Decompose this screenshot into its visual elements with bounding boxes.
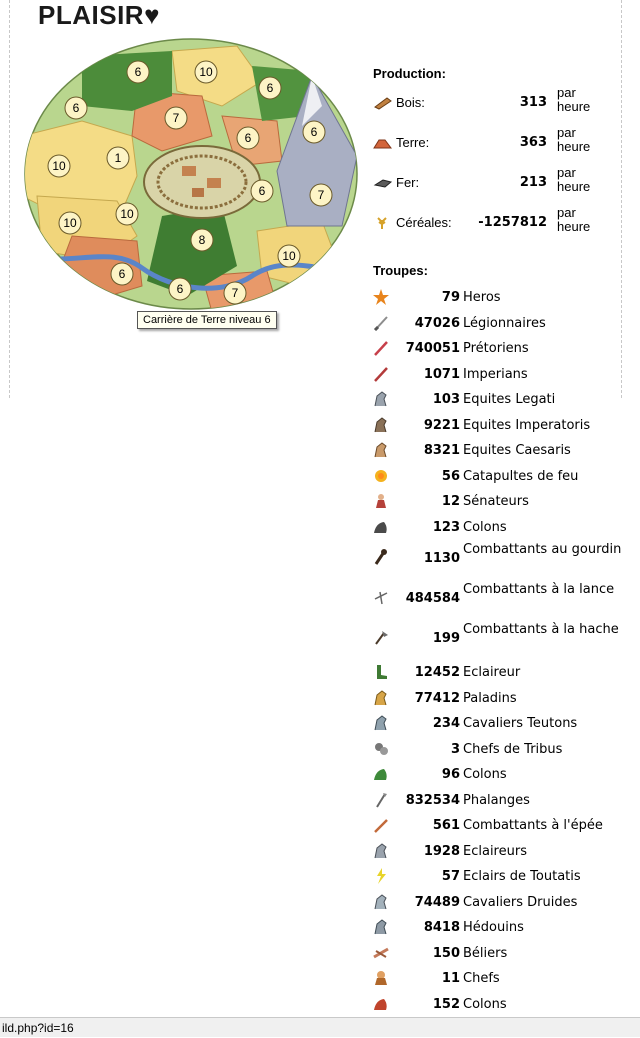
troop-count: 1071	[423, 366, 460, 382]
troop-name: Colons	[463, 996, 507, 1012]
troop-name: Légionnaires	[463, 315, 546, 331]
horse-icon	[372, 843, 390, 859]
troop-count: 484584	[405, 591, 460, 606]
troop-name: Combattants à l'épée	[463, 818, 603, 833]
resource-field-1[interactable]	[127, 61, 149, 83]
production-row-crop	[373, 206, 603, 242]
resource-field-4[interactable]	[303, 121, 325, 143]
sword-icon	[372, 817, 390, 833]
troop-row	[370, 838, 632, 864]
wood-icon	[373, 96, 393, 110]
troop-name: Catapultes de feu	[463, 468, 579, 484]
troop-row	[370, 386, 632, 412]
horse-icon	[372, 894, 390, 910]
horse-icon	[372, 391, 390, 407]
resource-field-14[interactable]	[191, 229, 213, 251]
troop-name: Imperians	[463, 366, 528, 382]
troop-count: 12	[441, 494, 460, 509]
troop-row	[370, 437, 632, 463]
troop-name: Eclaireur	[463, 665, 521, 680]
troop-count: 74489	[414, 894, 460, 910]
troop-name: Equites Imperatoris	[463, 417, 591, 433]
club-icon	[372, 549, 390, 565]
resource-field-16[interactable]	[111, 263, 133, 285]
troop-count: 8418	[423, 920, 460, 935]
senator-icon	[372, 493, 390, 509]
production-unit: par heure	[557, 85, 591, 114]
troop-count: 96	[441, 767, 460, 782]
troops-list	[370, 284, 632, 1016]
troop-name: Cavaliers Teutons	[463, 716, 578, 731]
troop-count: 103	[432, 392, 460, 407]
resource-field-18[interactable]	[224, 282, 246, 304]
troop-row	[370, 539, 632, 579]
production-value: 313	[519, 95, 547, 110]
troop-name: Colons	[463, 767, 507, 782]
troop-name: Colons	[463, 519, 507, 535]
svg-text:1: 1	[114, 151, 122, 165]
troop-row	[370, 659, 632, 685]
troops-title: Troupes:	[373, 263, 428, 278]
fireball-icon	[372, 468, 390, 484]
resource-field-map	[22, 36, 360, 312]
troop-row	[370, 736, 632, 762]
horse-icon	[372, 715, 390, 731]
content-frame-left-border	[9, 0, 10, 398]
troop-row	[370, 579, 632, 619]
resource-field-9[interactable]	[107, 147, 129, 169]
ram-icon	[372, 945, 390, 961]
boot-icon	[372, 664, 390, 680]
hero-star-icon	[372, 289, 390, 305]
troop-name: Combattants à la lance	[463, 582, 615, 597]
svg-text:6: 6	[118, 267, 126, 281]
troop-name: Equites Caesaris	[463, 443, 571, 458]
chief-icon	[372, 741, 390, 757]
troop-count: 12452	[414, 665, 460, 680]
horse-icon	[372, 417, 390, 433]
svg-text:6: 6	[310, 125, 318, 139]
troop-count: 11	[441, 971, 460, 986]
troop-row	[370, 488, 632, 514]
troop-count: 56	[441, 468, 460, 484]
troop-name: Paladins	[463, 690, 517, 706]
production-row-iron	[373, 166, 603, 202]
troop-name: Chefs	[463, 971, 500, 986]
troop-name: Chefs de Tribus	[463, 741, 563, 757]
sword-icon	[372, 340, 390, 356]
production-row-clay	[373, 126, 603, 162]
svg-text:10: 10	[199, 65, 213, 79]
production-value: 213	[519, 175, 547, 190]
resource-field-15[interactable]	[278, 245, 300, 267]
crop-icon	[373, 216, 393, 230]
troop-count: 150	[432, 945, 460, 961]
resource-field-11[interactable]	[59, 212, 81, 234]
troop-count: 740051	[405, 341, 460, 356]
svg-text:6: 6	[244, 131, 252, 145]
troop-row	[370, 812, 632, 838]
troop-count: 561	[432, 818, 460, 833]
troop-count: 1130	[423, 551, 460, 566]
resource-field-8[interactable]	[48, 155, 70, 177]
sword-icon	[372, 315, 390, 331]
troop-name: Equites Legati	[463, 392, 556, 407]
svg-text:7: 7	[172, 111, 180, 125]
iron-icon	[373, 176, 393, 190]
svg-text:6: 6	[266, 81, 274, 95]
troop-row	[370, 412, 632, 438]
troop-row	[370, 514, 632, 540]
troop-name: Prétoriens	[463, 341, 529, 356]
troop-count: 152	[432, 996, 460, 1012]
troop-name: Eclairs de Toutatis	[463, 869, 581, 884]
production-unit: par heure	[557, 125, 591, 154]
resource-field-7[interactable]	[237, 127, 259, 149]
village-name: PLAISIR♥	[38, 0, 161, 30]
troop-row	[370, 619, 632, 659]
resource-field-3[interactable]	[259, 77, 281, 99]
svg-text:8: 8	[198, 233, 206, 247]
troop-count: 77412	[414, 690, 460, 706]
troop-count: 3	[450, 741, 460, 757]
clay-icon	[373, 136, 393, 150]
production-label: Céréales:	[396, 215, 452, 230]
troop-count: 832534	[405, 792, 460, 808]
troop-row	[370, 863, 632, 889]
production-value: -1257812	[478, 215, 547, 230]
settler-icon	[372, 766, 390, 782]
troop-name: Cavaliers Druides	[463, 894, 578, 910]
troop-count: 123	[432, 519, 460, 535]
axe-icon	[372, 629, 390, 645]
troop-name: Béliers	[463, 945, 508, 961]
troop-count: 79	[441, 290, 460, 305]
production-label: Fer:	[396, 175, 420, 190]
troop-count: 8321	[423, 443, 460, 458]
production-title: Production:	[373, 66, 446, 81]
chief-icon	[372, 970, 390, 986]
troop-name: Combattants à la hache	[463, 622, 619, 637]
troop-row	[370, 787, 632, 813]
lightning-icon	[372, 868, 390, 884]
troop-count: 47026	[414, 315, 460, 331]
troop-row	[370, 284, 632, 310]
svg-text:6: 6	[72, 101, 80, 115]
troop-count: 199	[432, 631, 460, 646]
horse-icon	[372, 919, 390, 935]
spear-icon	[372, 589, 390, 605]
svg-text:6: 6	[176, 282, 184, 296]
resource-field-5[interactable]	[310, 184, 332, 206]
svg-text:10: 10	[282, 249, 296, 263]
production-row-wood	[373, 86, 603, 122]
resource-field-6[interactable]	[65, 97, 87, 119]
production-value: 363	[519, 135, 547, 150]
horse-icon	[372, 442, 390, 458]
horse-icon	[372, 690, 390, 706]
troop-name: Eclaireurs	[463, 843, 527, 859]
production-label: Terre:	[396, 135, 430, 150]
troop-row	[370, 710, 632, 736]
svg-text:6: 6	[134, 65, 142, 79]
troop-row	[370, 685, 632, 711]
village-map-image	[22, 36, 360, 312]
spear-icon	[372, 792, 390, 808]
production-label: Bois:	[396, 95, 425, 110]
settler-icon	[372, 996, 390, 1012]
troop-row	[370, 335, 632, 361]
troop-count: 1928	[423, 843, 460, 859]
troop-count: 9221	[423, 417, 460, 433]
browser-status-bar: ild.php?id=16	[0, 1017, 640, 1037]
troop-row	[370, 991, 632, 1017]
troop-name: Hédouins	[463, 920, 524, 935]
production-unit: par heure	[557, 165, 591, 194]
troop-name: Phalanges	[463, 792, 530, 808]
troop-row	[370, 310, 632, 336]
troop-row	[370, 361, 632, 387]
troop-row	[370, 940, 632, 966]
svg-text:10: 10	[120, 207, 134, 221]
resource-field-2[interactable]	[195, 61, 217, 83]
resource-field-13[interactable]	[165, 107, 187, 129]
svg-text:10: 10	[52, 159, 66, 173]
resource-field-17[interactable]	[169, 278, 191, 300]
troop-row	[370, 965, 632, 991]
sword-icon	[372, 366, 390, 382]
troop-row	[370, 761, 632, 787]
troop-name: Sénateurs	[463, 494, 529, 509]
troop-row	[370, 463, 632, 489]
production-unit: par heure	[557, 205, 591, 234]
troop-name: Combattants au gourdin	[463, 542, 622, 557]
troop-count: 57	[441, 869, 460, 884]
troop-count: 234	[432, 716, 460, 731]
svg-text:7: 7	[231, 286, 239, 300]
svg-text:6: 6	[258, 184, 266, 198]
troop-name: Heros	[463, 290, 501, 305]
resource-field-12[interactable]	[116, 203, 138, 225]
svg-text:10: 10	[63, 216, 77, 230]
settler-icon	[372, 519, 390, 535]
field-tooltip: Carrière de Terre niveau 6	[137, 311, 277, 329]
troop-row	[370, 889, 632, 915]
svg-text:7: 7	[317, 188, 325, 202]
troop-row	[370, 914, 632, 940]
resource-field-10[interactable]	[251, 180, 273, 202]
